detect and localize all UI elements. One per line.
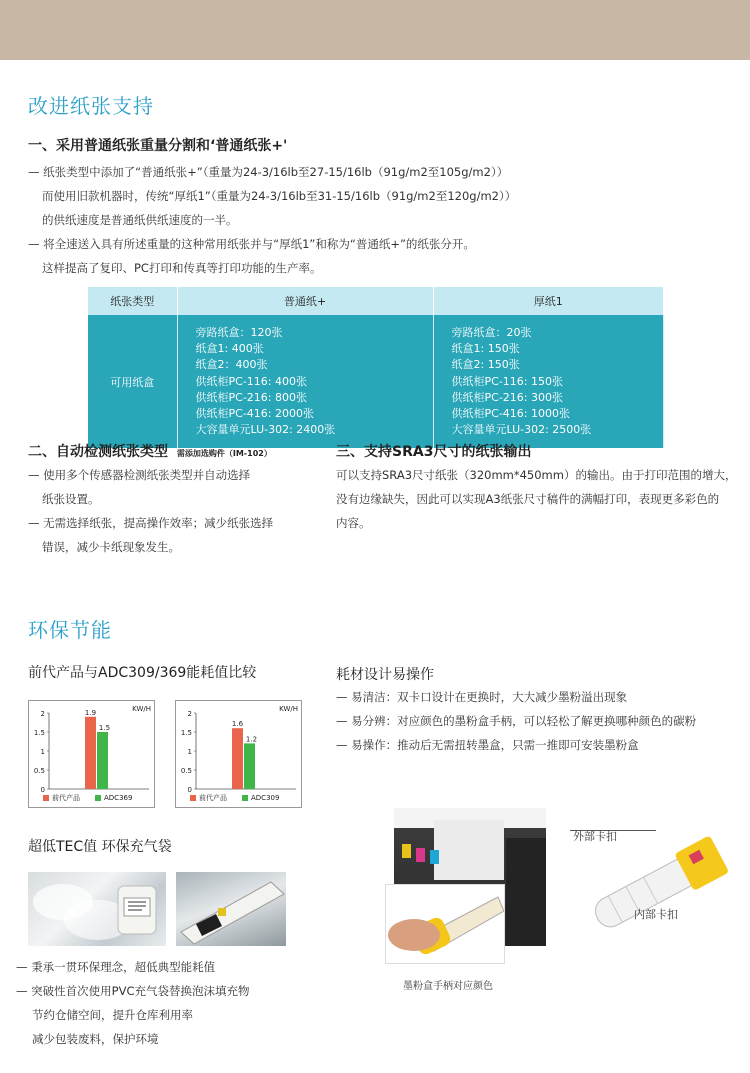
table-cell-plain-plus [177, 315, 433, 448]
tec-title: 超低TEC值 环保充气袋 [28, 839, 172, 855]
legend-label: ADC369 [104, 794, 133, 802]
y-tick-label: 0.5 [33, 767, 45, 775]
text-line: — 使用多个传感器检测纸张类型并自动选择 [28, 468, 251, 482]
table-row-label: 可用纸盒 [88, 315, 177, 448]
tray-capacity: 供纸柜PC-116: 150张 [451, 374, 563, 388]
consumable-body [336, 685, 696, 757]
legend-label: 前代产品 [52, 794, 80, 802]
subsection-2-title-text: 二、自动检测纸张类型 [28, 444, 168, 460]
subsection-3-body [336, 463, 736, 535]
table-header-cell: 普通纸+ [177, 287, 433, 315]
data-label: 1.2 [245, 735, 258, 744]
table-header-row [88, 287, 664, 315]
paper-tray-table [88, 287, 664, 448]
legend-swatch [190, 795, 196, 801]
text-line: — 将全速送入具有所述重量的这种常用纸张并与“厚纸1”和称为“普通纸+”的纸张分开。 [28, 237, 475, 251]
text-line: — 无需选择纸张，提高操作效率；减少纸张选择 [28, 516, 274, 530]
legend-label: ADC309 [251, 794, 280, 802]
toner-handle-image [386, 885, 505, 964]
data-label: 1.6 [231, 720, 244, 729]
top-banner [0, 0, 750, 60]
text-line: — 纸张类型中添加了“普通纸张+”（重量为24-3/16lb至27-15/16lb（91g/m2至105g/m2）） [28, 165, 509, 179]
bar [85, 717, 96, 789]
bar [244, 743, 255, 789]
tray-capacity: 纸盒2：400张 [195, 358, 268, 372]
bar [97, 732, 108, 789]
inner-clip-label: 内部卡扣 [634, 908, 678, 921]
text-line: 节约仓储空间，提升仓库利用率 [32, 1008, 193, 1022]
tray-capacity: 供纸柜PC-216: 300张 [451, 390, 563, 404]
chart-unit-label: KW/H [279, 705, 298, 713]
y-tick-label: 0.5 [180, 767, 192, 775]
subsection-2-body [28, 463, 273, 559]
legend-swatch [43, 795, 49, 801]
section-title-paper: 改进纸张支持 [28, 94, 154, 118]
legend-swatch [95, 795, 101, 801]
text-line: 纸张设置。 [42, 492, 100, 506]
legend-label: 前代产品 [199, 794, 227, 802]
text-line: 而使用旧款机器时，传统“厚纸1”（重量为24-3/16lb至31-15/16lb（91g/m2至120g/m2）） [42, 189, 517, 203]
table-cell-thick1 [433, 315, 664, 448]
tray-capacity: 纸盒1: 400张 [195, 342, 264, 356]
tray-capacity: 供纸柜PC-216: 800张 [195, 390, 307, 404]
tray-capacity: 旁路纸盒：20张 [451, 326, 532, 339]
data-label: 1.9 [84, 708, 97, 717]
toner-in-bag-photo [176, 872, 286, 946]
tray-capacity: 供纸柜PC-416: 1000张 [451, 407, 570, 421]
table-header-cell: 纸张类型 [88, 287, 177, 315]
tray-capacity: 供纸柜PC-416: 2000张 [195, 407, 314, 421]
subsection-title-3: 三、支持SRA3尺寸的纸张输出 [336, 444, 532, 460]
tray-capacity: 纸盒1: 150张 [451, 342, 520, 356]
consumable-title: 耗材设计易操作 [336, 667, 434, 683]
subsection-title-1: 一、采用普通纸张重量分割和‘普通纸张+' [28, 138, 288, 154]
chart-unit-label: KW/H [132, 705, 151, 713]
text-line: 内容。 [336, 516, 371, 530]
air-bag-photo [28, 872, 166, 946]
tray-capacity: 供纸柜PC-116: 400张 [195, 374, 307, 388]
text-line: 没有边缘缺失，因此可以实现A3纸张尺寸稿件的满幅打印，表现更多彩色的 [336, 492, 720, 506]
bar [232, 728, 243, 789]
y-tick-label: 2 [40, 710, 45, 718]
tray-capacity: 大容量单元LU-302: 2400张 [195, 423, 336, 437]
text-line: 错误，减少卡纸现象发生。 [42, 540, 180, 554]
text-line: — 易操作：推动后无需扭转墨盒，只需一推即可安装墨粉盒 [336, 738, 639, 752]
tec-body [16, 955, 250, 1051]
text-line: — 秉承一贯环保理念，超低典型能耗值 [16, 960, 216, 974]
energy-chart-adc369 [28, 700, 155, 808]
table-row [88, 315, 664, 448]
section-title-eco: 环保节能 [28, 618, 112, 642]
y-tick-label: 1 [187, 748, 192, 756]
tray-capacity: 旁路纸盒：120张 [195, 326, 283, 339]
option-note: 需添加选购件（IM-102） [176, 449, 272, 458]
outer-clip-label: 外部卡扣 [573, 830, 617, 843]
text-line: 的供纸速度是普通纸供纸速度的一半。 [42, 213, 238, 227]
text-line: 这样提高了复印、PC打印和传真等打印功能的生产率。 [42, 261, 322, 275]
subsection-title-2 [28, 441, 272, 461]
y-tick-label: 2 [187, 710, 192, 718]
y-tick-label: 1 [40, 748, 45, 756]
text-line: — 易清洁：双卡口设计在更换时，大大减少墨粉溢出现象 [336, 690, 628, 704]
air-bag-image [28, 872, 166, 946]
compare-title: 前代产品与ADC309/369能耗值比较 [28, 665, 257, 681]
text-line: 减少包装废料，保护环境 [32, 1032, 159, 1046]
text-line: — 突破性首次使用PVC充气袋替换泡沫填充物 [16, 984, 250, 998]
toner-bag-image [176, 872, 286, 946]
subsection-1-body [28, 160, 516, 280]
tray-capacity: 大容量单元LU-302: 2500张 [451, 423, 592, 437]
chart-svg [29, 701, 154, 807]
energy-chart-adc309 [175, 700, 302, 808]
toner-handle-photo [385, 884, 505, 964]
text-line: 可以支持SRA3尺寸纸张（320mm*450mm）的输出。由于打印范围的增大， [336, 468, 737, 482]
data-label: 1.5 [98, 724, 111, 732]
table-header-cell: 厚纸1 [433, 287, 664, 315]
y-tick-label: 0 [40, 786, 45, 794]
y-tick-label: 0 [187, 786, 192, 794]
text-line: — 易分辨：对应颜色的墨粉盒手柄，可以轻松了解更换哪种颜色的碳粉 [336, 714, 697, 728]
y-tick-label: 1.5 [180, 729, 192, 737]
y-tick-label: 1.5 [33, 729, 45, 737]
legend-swatch [242, 795, 248, 801]
tray-capacity: 纸盒2: 150张 [451, 358, 520, 372]
handle-caption: 墨粉盒手柄对应颜色 [403, 981, 493, 992]
chart-svg [176, 701, 301, 807]
